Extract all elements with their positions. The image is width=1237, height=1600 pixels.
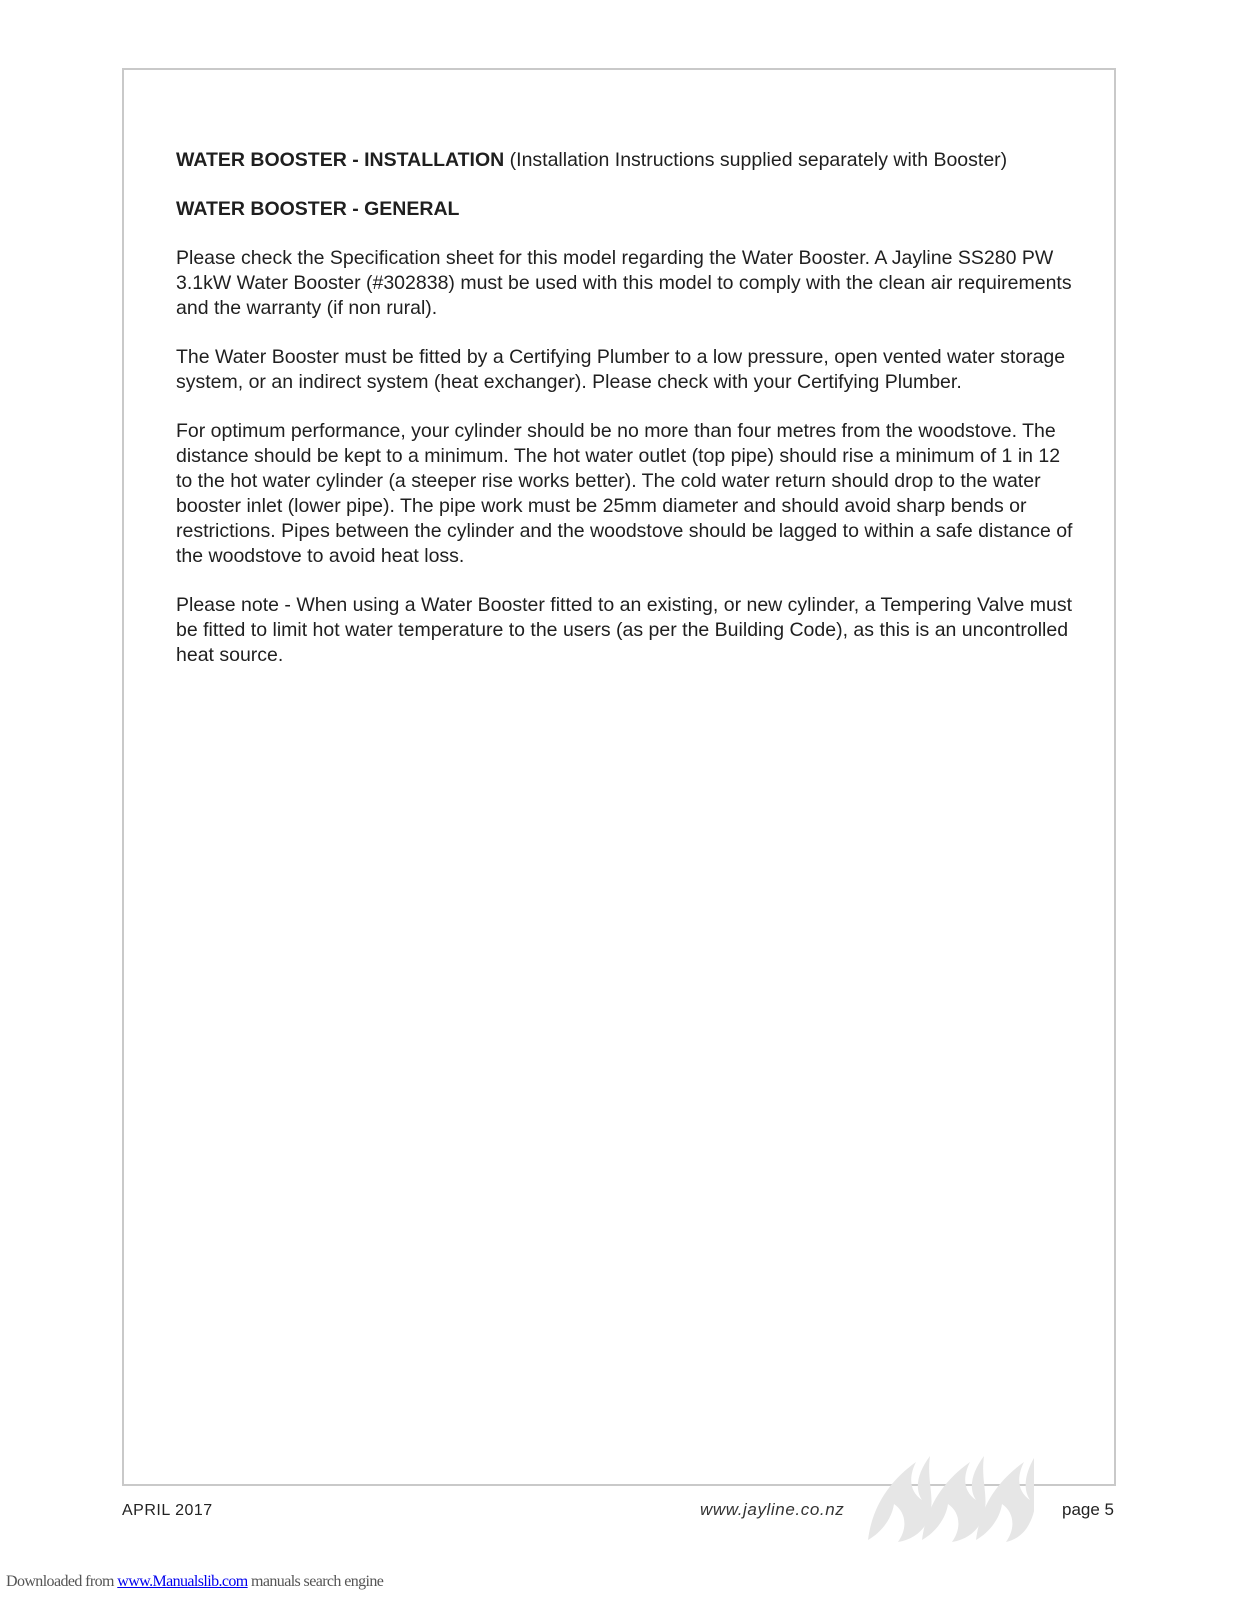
footer-date: APRIL 2017 (122, 1502, 213, 1519)
installation-line (176, 148, 1076, 173)
download-banner (6, 1573, 383, 1591)
document-body (176, 148, 1076, 692)
page-number: page 5 (1062, 1500, 1114, 1519)
download-suffix: manuals search engine (247, 1573, 384, 1590)
manualslib-link[interactable]: www.Manualslib.com (117, 1573, 248, 1590)
paragraph-tempering-valve: Please note - When using a Water Booster fitted to an existing, or new cylinder, a Tempering Valve must be fitted to limit hot water temperature to the users (as per the Building Code), as this is an uncontrolled heat source. (176, 594, 1073, 666)
general-heading: WATER BOOSTER - GENERAL (176, 198, 460, 220)
installation-heading: WATER BOOSTER - INSTALLATION (176, 149, 505, 171)
download-prefix: Downloaded from (6, 1573, 118, 1590)
installation-note: (Installation Instructions supplied separately with Booster) (509, 149, 1008, 171)
paragraph-performance: For optimum performance, your cylinder should be no more than four metres from the woodstove. The distance should be kept to a minimum. The hot water outlet (top pipe) should rise a minimum of 1 in 12 to the hot water cylinder (a steeper rise works better). The cold water return should drop to the water booster inlet (lower pipe). The pipe work must be 25mm diameter and should avoid sharp bends or restrictions. Pipes between the cylinder and the woodstove should be lagged to within a safe distance of the woodstove to avoid heat loss. (176, 420, 1073, 567)
paragraph-specification: Please check the Specification sheet for this model regarding the Water Booster. A Jayline SS280 PW 3.1kW Water Booster (#302838) must be used with this model to comply with the clean air requirements and the warranty (if non rural). (176, 247, 1072, 319)
flame-logo-icon (864, 1448, 1034, 1544)
footer-url[interactable]: www.jayline.co.nz (700, 1500, 845, 1519)
paragraph-plumber: The Water Booster must be fitted by a Certifying Plumber to a low pressure, open vented water storage system, or an indirect system (heat exchanger). Please check with your Certifying Plumber. (176, 346, 1066, 393)
